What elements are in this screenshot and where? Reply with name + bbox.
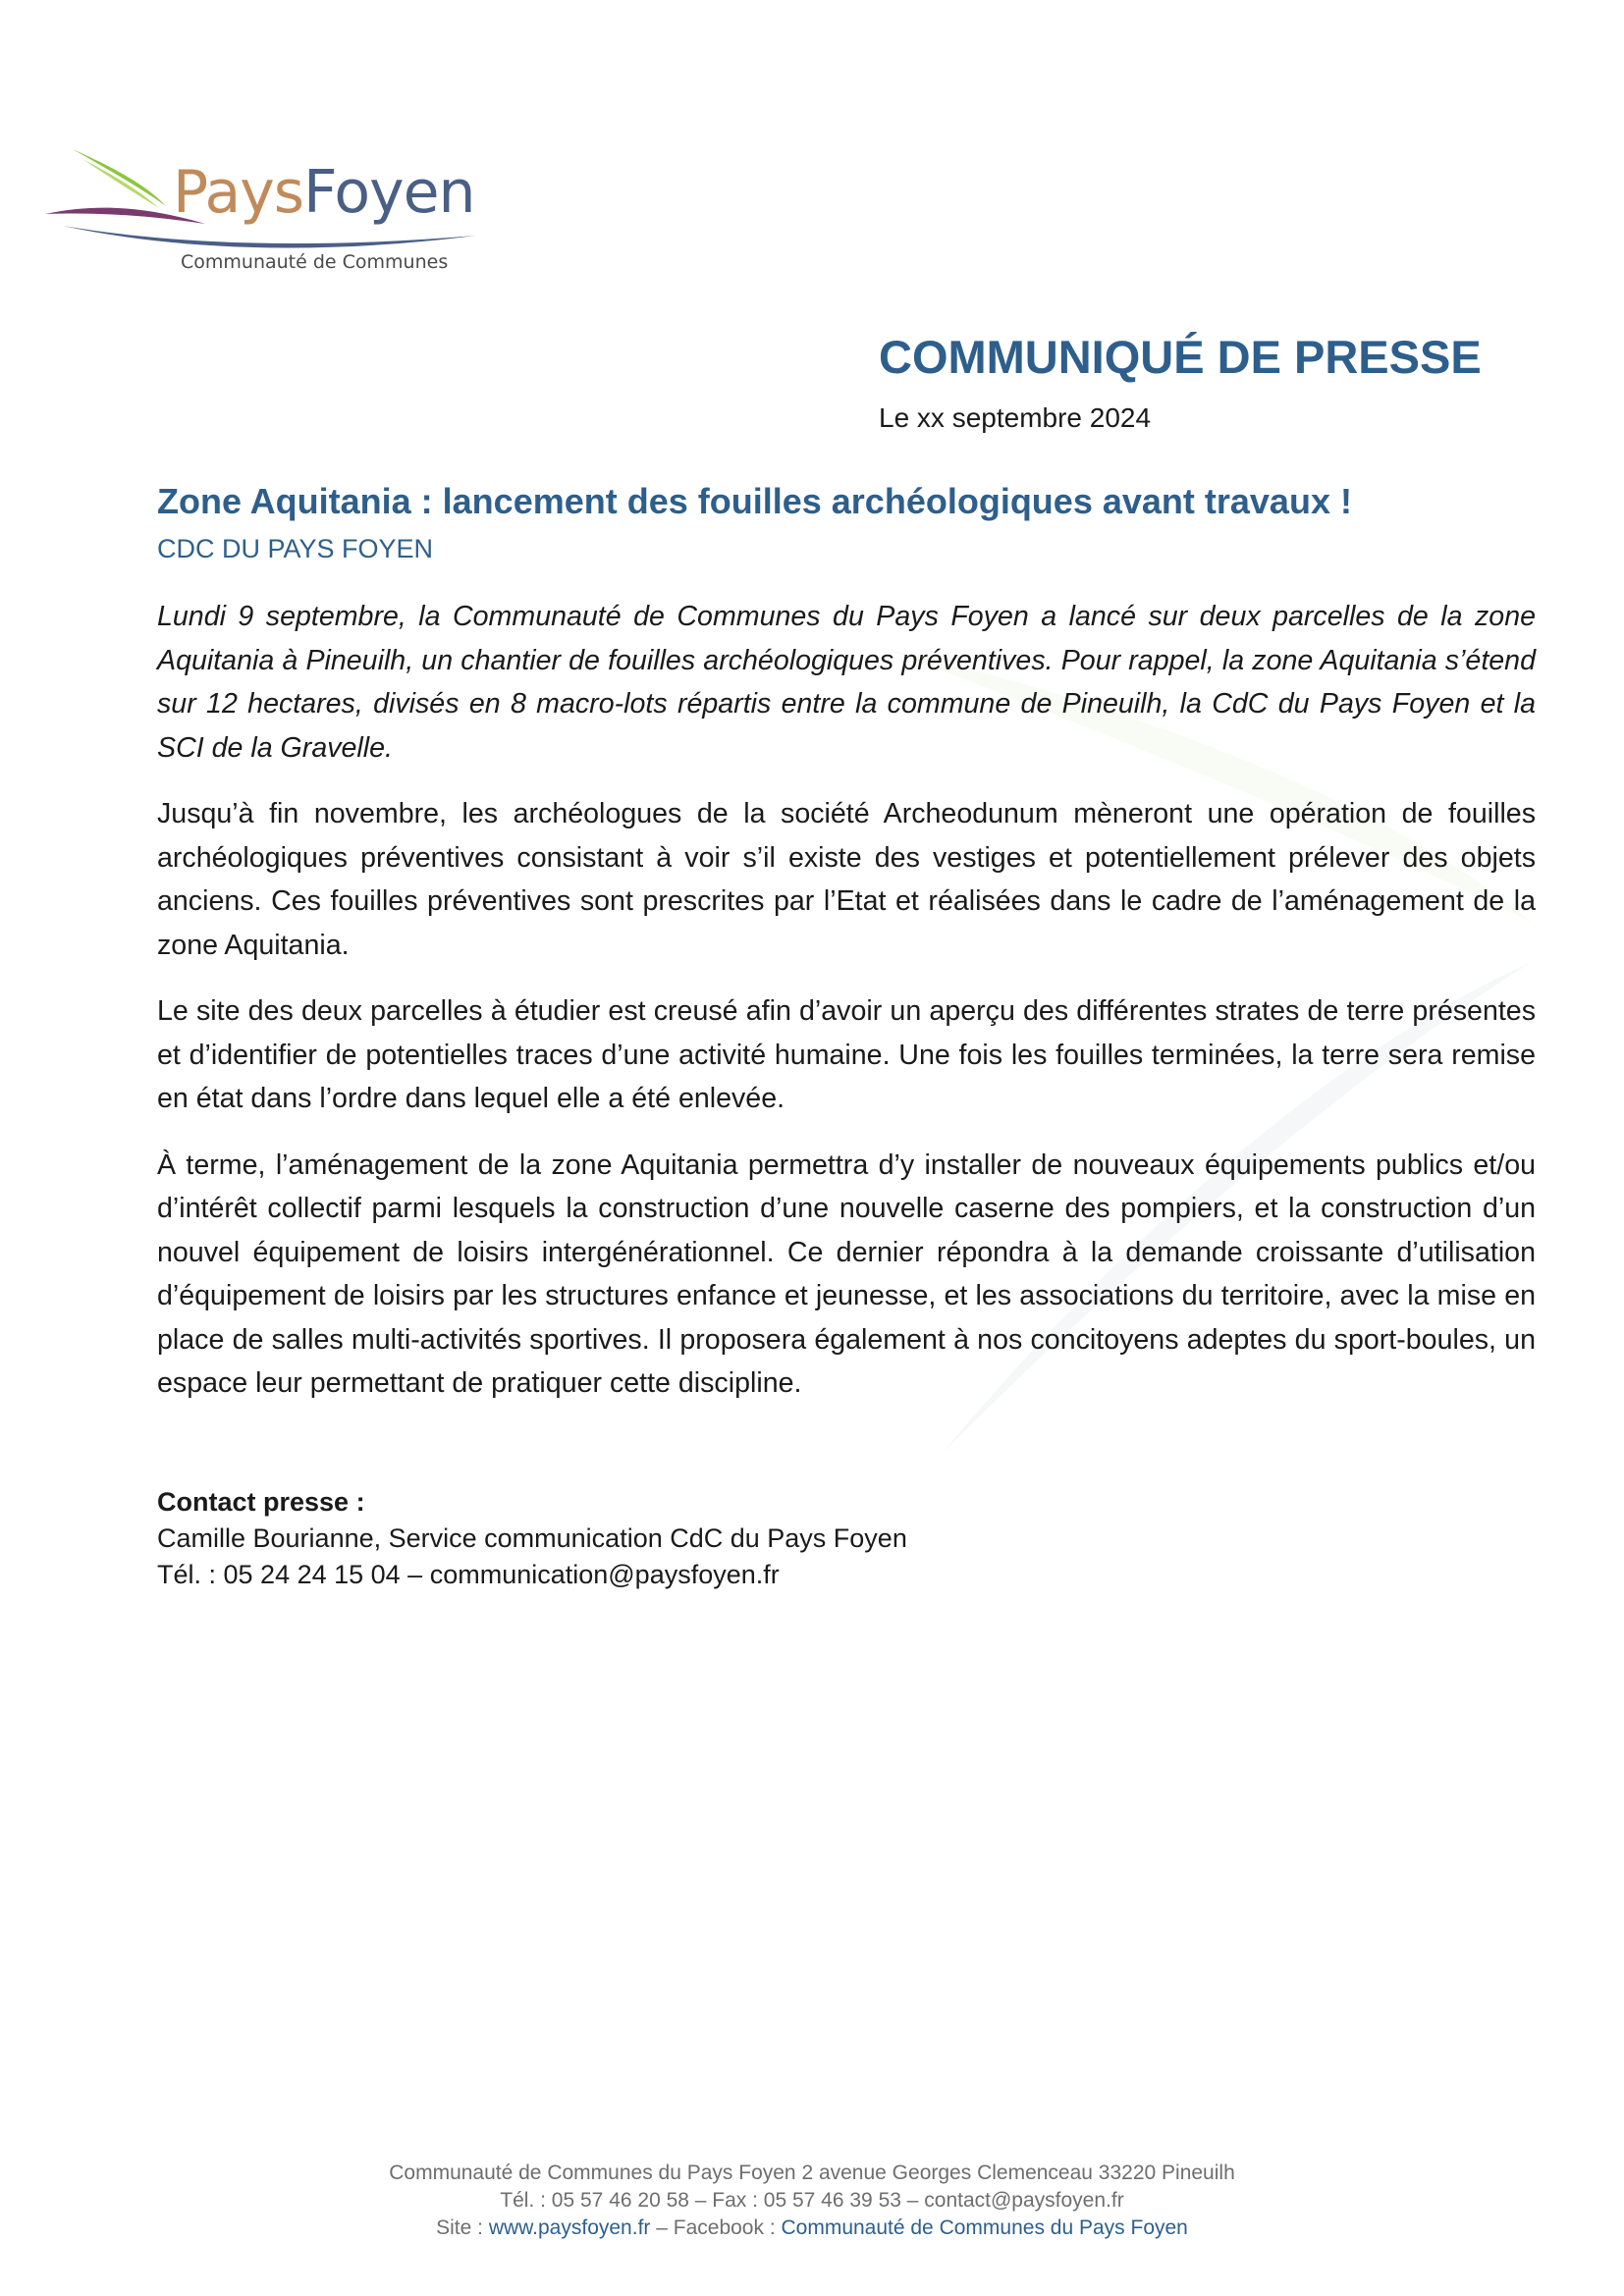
logo (43, 137, 485, 285)
footer-facebook-link[interactable]: Communauté de Communes du Pays Foyen (781, 2216, 1188, 2239)
paragraph: À terme, l’aménagement de la zone Aquitania permettra d’y installer de nouveaux équipements publics et/ou d’intérêt collectif parmi lesquels la construction d’une nouvelle caserne des pompiers, et la construction d’un nouvel équipement de loisirs intergénérationnel. Ce dernier répondra à la demande croissante d’utilisation d’équipement de loisirs par les structures enfance et jeunesse, et les associations du territoire, avec la mise en place de salles multi-activités sportives. Il proposera également à nos concitoyens adeptes du sport-boules, un espace leur permettant de pratiquer cette discipline. (157, 1148, 1536, 1399)
contact-person: Camille Bourianne, Service communication CdC du Pays Foyen (157, 1523, 907, 1553)
footer-site-label: Site : (436, 2216, 489, 2239)
logo-name-part2: Foyen (303, 158, 475, 227)
footer-links (0, 2215, 1624, 2242)
footer-address: Communauté de Communes du Pays Foyen 2 avenue Georges Clemenceau 33220 Pineuilh (389, 2162, 1235, 2184)
article-body (157, 595, 1536, 1428)
footer-facebook-label: – Facebook : (650, 2216, 782, 2239)
footer-site-link[interactable]: www.paysfoyen.fr (488, 2216, 651, 2239)
logo-name-part1: Pays (173, 158, 304, 227)
contact-label: Contact presse : (157, 1487, 365, 1517)
article-headline: Zone Aquitania : lancement des fouilles archéologiques avant travaux ! (157, 481, 1352, 521)
footer-phone: Tél. : 05 57 46 20 58 – Fax : 05 57 46 39 53 – contact@paysfoyen.fr (500, 2189, 1124, 2212)
paragraph: Le site des deux parcelles à étudier est creusé afin d’avoir un aperçu des différentes strates de terre présentes et d’identifier de potentielles traces d’une activité humaine. Une fois les fouilles terminées, la terre sera remise en état dans l’ordre dans lequel elle a été enlevée. (157, 995, 1536, 1114)
page-footer (0, 2160, 1624, 2242)
contact-phone-email: Tél. : 05 24 24 15 04 – communication@paysfoyen.fr (157, 1560, 780, 1589)
article-subheadline: CDC DU PAYS FOYEN (157, 534, 434, 563)
press-release-date: Le xx septembre 2024 (879, 402, 1152, 433)
paragraph: Jusqu’à fin novembre, les archéologues de la société Archeodunum mèneront une opération de fouilles archéologiques préventives consistant à voir s’il existe des vestiges et potentiellement prélever des objets anciens. Ces fouilles préventives sont prescrites par l’Etat et réalisées dans le cadre de l’aménagement de la zone Aquitania. (157, 798, 1536, 961)
paragraph-intro: Lundi 9 septembre, la Communauté de Communes du Pays Foyen a lancé sur deux parcelles de la zone Aquitania à Pineuilh, un chantier de fouilles archéologiques préventives. Pour rappel, la zone Aquitania s’étend sur 12 hectares, divisés en 8 macro-lots répartis entre la commune de Pineuilh, la CdC du Pays Foyen et la SCI de la Gravelle. (157, 601, 1536, 764)
press-contact (157, 1484, 907, 1593)
logo-name (173, 158, 475, 227)
press-release-title: COMMUNIQUÉ DE PRESSE (879, 331, 1482, 383)
logo-subtitle: Communauté de Communes (181, 251, 449, 273)
